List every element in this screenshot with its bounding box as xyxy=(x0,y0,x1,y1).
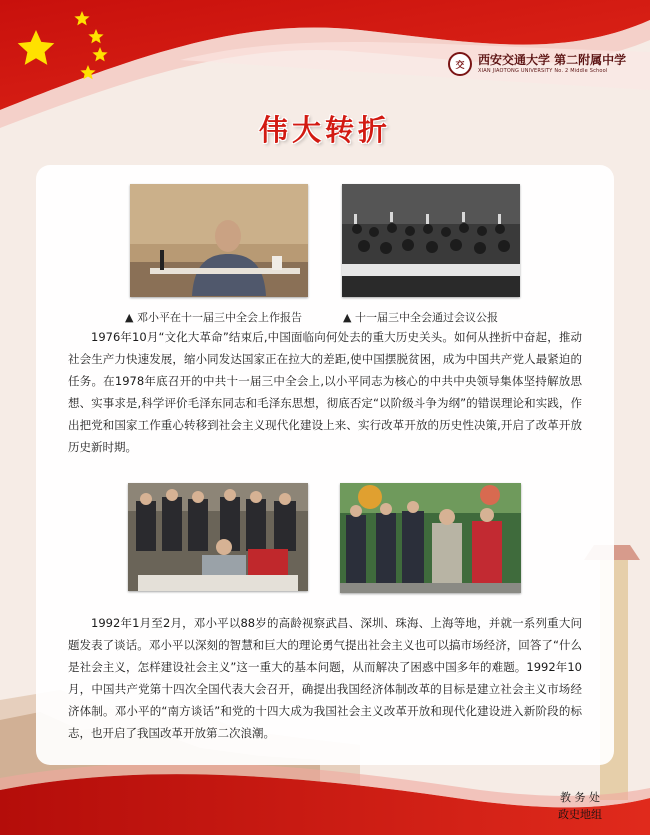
school-name-english: XIAN JIAOTONG UNIVERSITY No. 2 Middle School xyxy=(478,68,608,74)
photo-deng-seated-group xyxy=(128,483,308,591)
paragraph-1992-text: 1992年1月至2月，邓小平以88岁的高龄视察武昌、深圳、珠海、上海等地，并就一系列重大问题发表了谈话。邓小平以深刻的智慧和巨大的理论勇气提出社会主义也可以搞市场经济，回答了“什么是社会主义，怎样建设社会主义”这一重大的基本问题，从而解决了困惑中国多年的难题。1992年10月，中国共产党第十四次全国代表大会召开，确提出我国经济体制改革的目标是建立社会主义市场经济体制。邓小平的“南方谈话”和党的十四大成为我国社会主义改革开放和现代化建设进入新阶段的标志，也开启了我国改革开放第二次浪潮。 xyxy=(68,616,582,740)
paragraph-1978-text: 1976年10月“文化大革命”结束后,中国面临向何处去的重大历史关头。如何从挫折中奋起，推动社会生产力快速发展，缩小同发达国家正在拉大的差距,使中国摆脱贫困，成为中国共产党人最紧迫的任务。在1978年底召开的中共十一届三中全会上,以小平同志为核心的中共中央领导集体坚持解放思想、实事求是,科学评价毛泽东同志和毛泽东思想，彻底否定“以阶级斗争为纲”的错误理论和实践，作出把党和国家工作重心转移到社会主义现代化建设上来、实行改革开放的历史性决策,开启了改革开放历史新时期。 xyxy=(68,330,582,454)
paragraph-1992 xyxy=(68,612,582,744)
caption-photo-1: ▲ 邓小平在十一届三中全会上作报告 xyxy=(125,311,302,324)
page-title: 伟大转折 xyxy=(258,113,391,147)
school-name: 西安交通大学 第二附属中学 xyxy=(478,53,627,67)
school-logo xyxy=(448,49,638,79)
photo-plenum-vote xyxy=(342,184,520,297)
footer-line-2: 政史地组 xyxy=(558,808,602,821)
footer-line-1: 教 务 处 xyxy=(560,791,600,804)
photo-deng-report xyxy=(130,184,308,297)
caption-photo-2: ▲ 十一届三中全会通过会议公报 xyxy=(343,311,498,324)
photo-deng-southern-tour xyxy=(340,483,521,593)
paragraph-1978 xyxy=(68,326,582,458)
footer-department xyxy=(530,789,630,823)
school-seal-icon: 交 xyxy=(448,52,472,76)
